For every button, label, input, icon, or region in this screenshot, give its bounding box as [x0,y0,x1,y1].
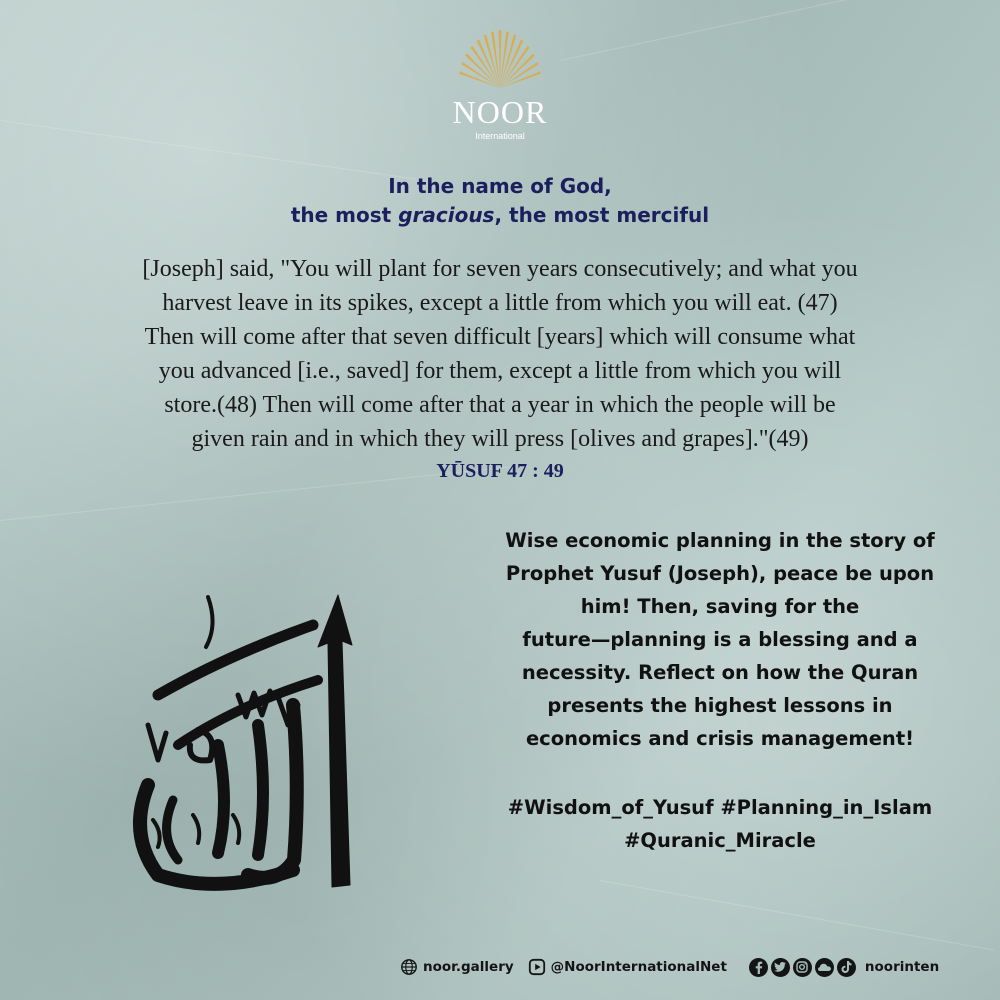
reflection-line: future—planning is a blessing and a [522,628,918,651]
youtube-link[interactable] [528,958,727,976]
brand-subtitle: International [475,131,525,141]
basmala-emphasis: gracious [398,203,495,227]
allah-calligraphy-icon [118,585,368,905]
verse-line: store.(48) Then will come after that a year in which the people will be [164,392,836,418]
paper-crease [600,880,994,950]
basmala-line-1: In the name of God, [388,174,612,198]
paper-crease [0,120,416,179]
brand-logo [440,28,560,141]
youtube-icon [528,958,546,976]
verse-line: harvest leave in its spikes, except a little from which you will eat. (47) [162,290,838,316]
reflection-line: him! Then, saving for the [580,595,860,618]
hashtags [470,791,970,857]
verse-text [55,252,945,456]
footer [400,955,990,979]
social-handle: noorinten [864,959,940,975]
basmala-line-2 [0,201,1000,230]
paper-crease [560,0,991,61]
globe-icon [400,958,418,976]
facebook-icon[interactable] [749,958,768,977]
website-label: noor.gallery [423,959,514,975]
brand-name: NOOR [452,94,548,130]
twitter-icon[interactable] [771,958,790,977]
sunburst-icon [455,28,545,90]
reflection-line: economics and crisis management! [525,727,915,750]
verse-line: Then will come after that seven difficult [years] which will consume what [144,324,856,350]
soundcloud-icon[interactable] [815,958,834,977]
youtube-label: @NoorInternationalNet [550,959,727,975]
basmala-heading [0,172,1000,230]
instagram-icon[interactable] [793,958,812,977]
social-links [749,958,939,977]
verse-line: [Joseph] said, "You will plant for seven years consecutively; and what you [142,256,858,282]
verse-line: given rain and in which they will press [olives and grapes]."(49) [191,426,809,452]
tiktok-icon[interactable] [837,958,856,977]
reflection-line: presents the highest lessons in [547,694,893,717]
verse-line: you advanced [i.e., saved] for them, except a little from which you will [158,358,842,384]
website-link[interactable] [400,958,514,976]
reflection-text [470,524,970,755]
reflection-line: Prophet Yusuf (Joseph), peace be upon [505,562,935,585]
hashtag-line[interactable]: #Wisdom_of_Yusuf #Planning_in_Islam [507,796,933,819]
reflection-line: Wise economic planning in the story of [505,529,935,552]
basmala-text: the most [290,203,399,227]
verse-reference: YŪSUF 47 : 49 [436,460,564,482]
reflection-line: necessity. Reflect on how the Quran [521,661,919,684]
hashtag-line[interactable]: #Quranic_Miracle [624,829,816,852]
basmala-text: , the most merciful [494,203,710,227]
